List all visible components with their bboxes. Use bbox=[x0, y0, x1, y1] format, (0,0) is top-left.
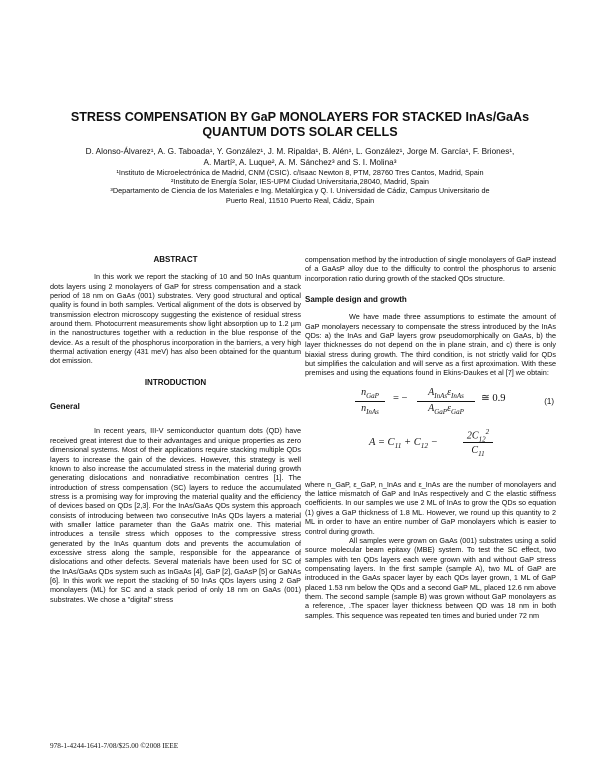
affiliation-1: ¹Instituto de Microelectrónica de Madrid, CNM (CSIC). c/Isaac Newton 8, PTM, 28760 Tres Cantos, Madrid, Spain bbox=[116, 168, 484, 177]
equation-number: (1) bbox=[544, 396, 554, 406]
affiliation-2: ²Instituto de Energía Solar, IES-UPM Ciudad Universitaria,28040, Madrid, Spain bbox=[171, 177, 429, 187]
affiliation-3a: ³Departamento de Ciencia de los Materiales e Ing. Metalúrgica y Q. I. Universidad de Cádiz, Campus Universitario de bbox=[110, 186, 490, 196]
eq-denominator-agap: $A_{GaP}\varepsilon_{GaP}$ bbox=[428, 402, 464, 416]
sample-text-2: where n_GaP, ε_GaP, n_InAs and ε_InAs are the number of monolayers and the lattice mismatch of GaP and InAs respectively and C the elastic stiffness coefficients. In our samples we use 2 ML of InAs to grow the QDs so equation (1) gives a GaP thickness of 1.8 ML. However, we round up this quantity to 2 ML in order to have an entire number of GaP monolayers which is easier to control during growth. bbox=[305, 479, 556, 536]
introduction-heading: INTRODUCTION bbox=[144, 377, 207, 387]
affiliations bbox=[58, 168, 542, 205]
sample-text-1: We have made three assumptions to estimate the amount of GaP monolayers necessary to compensate the stress introduced by the InAs QDs: a) the InAs and GaP layers grow pseudomorphically on GaAs, b) the layer thicknesses do not depend on the in plane strain, and c) there is only biaxial stress during growth. The third condition, is not strictly valid for QDs but simplifies the calculation and will serve as a first aproximation. With these premises and using the equations found in Ekins-Daukes et al [7] we obtain: bbox=[305, 312, 556, 378]
eq-stiffness-numerator: $2C_{12}^2$ bbox=[466, 427, 490, 444]
abstract-heading: ABSTRACT bbox=[153, 255, 198, 264]
abstract-text: In this work we report the stacking of 10 and 50 InAs quantum dots layers using 2 monolayers of GaP for stress compensation and a stack period of 18 nm on GaAs (001) substrates. Very good structural and optical quality is found in both samples. Vertical alignment of the dots is observed by transmission electron microscopy suggesting the existence of residual stress around them. Photocurrent measurements show light absorption up to 1.2 µm in the nanostructures together with a reduction in the blue response of the device. As a result of the phosphorus incorporation in the barriers, a very high thermal activation energy (431 meV) has also been obtained for the quantum dot emission. bbox=[50, 272, 301, 366]
left-column bbox=[50, 255, 301, 604]
equation-1: $n_{GaP}$ $n_{InAs}$ = − $A_{InAs}\varepsilon_{InAs}$ $A_{GaP}\varepsilon_{GaP}$ ≅ 0.9 (1) $A = C_{11} + C_{12}$ − $2C_{12}^2$ $C_{11}$ bbox=[305, 384, 556, 476]
eq-stiffness-lhs: $A = C_{11} + C_{12}$ − bbox=[369, 436, 438, 450]
right-column bbox=[305, 255, 556, 620]
affiliation-3b: Puerto Real, 11510 Puerto Real, Cádiz, Spain bbox=[225, 195, 375, 205]
eq-denominator-ninas: $n_{InAs}$ bbox=[361, 402, 379, 416]
eq-numerator-ngap: $n_{GaP}$ bbox=[361, 386, 379, 400]
eq-value: ≅ 0.9 bbox=[481, 392, 506, 404]
sample-text-3: All samples were grown on GaAs (001) substrates using a solid source molecular beam epitaxy (MBE) system. To test the SC effect, two samples with ten QDs layers each were grown with and without GaP stress compensating layers. In the first sample (sample A), two ML of GaP are introduced in the GaAs spacer layer by each QDs layer grown, 1 ML of GaP placed 1.53 nm below the QDs and a second GaP ML, placed 12.6 nm above them. The second sample (sample B) was grown without GaP monolayers as a reference, .The spacer layer thickness between QD was 18 nm in both samples. This sequence was repeated ten times and buried under 72 nm bbox=[305, 535, 556, 620]
authors-line-2: A. Martí², A. Luque², A. M. Sánchez³ and S. I. Molina³ bbox=[203, 157, 397, 167]
general-heading: General bbox=[50, 402, 80, 412]
copyright-footer: 978-1-4244-1641-7/08/$25.00 ©2008 IEEE bbox=[50, 741, 179, 750]
author-list bbox=[58, 147, 542, 168]
general-text: In recent years, III-V semiconductor quantum dots (QD) have received great interest due to their advantages and unique properties as zero dimensional systems. Most of their applications require stacking multiple QDs layers to increase the gain of the devices. However, this strategy is well known to also increase the accumulated stress in the material during growth generating dislocations and nonradiative recombination centres [1]. The introduction of stress compensation (SC) layers to reduce the accumulated stress is a promising way for improving the material quality and the efficiency of devices based on QDs [2,3]. For the InAs/GaAs QDs system this approach consists of introducing between two consecutive InAs QDs layers a material with smaller lattice parameter than the GaAs matrix one. This material introduces a tensile stress which opposes to the compressive stress generated by the InAs quantum dots and prevents the accumulation of excessive stress along the sample, responsible for the appearance of dislocations and other defects. Several materials have been used for SC of the InAs/GaAs QDs system such as InGaAs [4], GaP [2], GaAsP [5] or GaNAs [6]. In this work we report the stacking of 50 InAs QDs layers using 2 GaP monolayers (ML) for SC and a stack period of only 18 nm on GaAs (001) substrates. We chose a "digital" stress bbox=[50, 426, 301, 604]
authors-line-1: D. Alonso-Álvarez¹, A. G. Taboada¹, Y. González¹, J. M. Ripalda¹, B. Alén¹, L. González¹, Jorge M. García¹, F. Briones¹, bbox=[85, 147, 515, 156]
title-line-2: QUANTUM DOTS SOLAR CELLS bbox=[202, 125, 398, 139]
sample-design-heading: Sample design and growth bbox=[305, 295, 407, 305]
intro-continuation-text: compensation method by the introduction of single monolayers of GaP instead of a GaAsP alloy due to the difficulty to control the phosphorus to arsenic incorporation ratio during growth of the stacked QDs structure. bbox=[305, 255, 556, 283]
eq-numerator-ainas: $A_{InAs}\varepsilon_{InAs}$ bbox=[428, 386, 464, 400]
title-line-1: STRESS COMPENSATION BY GaP MONOLAYERS FOR STACKED InAs/GaAs bbox=[70, 110, 530, 124]
paper-title bbox=[60, 110, 540, 140]
eq-stiffness-denominator: $C_{11}$ bbox=[471, 444, 485, 458]
